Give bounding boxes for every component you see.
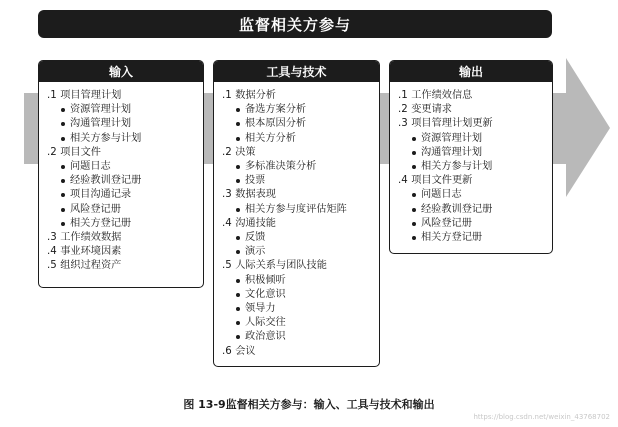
- item-number: .2: [47, 146, 57, 158]
- inputs-subitem: 经验教训登记册: [47, 174, 199, 188]
- outputs-subitem: 相关方参与计划: [398, 160, 548, 174]
- inputs-subitem: 风险登记册: [47, 203, 199, 217]
- tools-item: [222, 89, 375, 103]
- outputs-subitem: 沟通管理计划: [398, 146, 548, 160]
- item-label: 工作绩效信息: [411, 90, 473, 101]
- item-label: 数据表现: [235, 189, 276, 201]
- item-number: .2: [222, 146, 232, 158]
- inputs-item: [47, 89, 199, 103]
- item-label: 项目管理计划: [60, 90, 122, 101]
- item-label: 项目文件更新: [411, 175, 473, 187]
- item-number: .5: [222, 260, 232, 272]
- inputs-subitem: 相关方参与计划: [47, 132, 199, 146]
- inputs-item: [47, 259, 199, 273]
- item-number: .5: [47, 260, 57, 272]
- inputs-subitem: 沟通管理计划: [47, 117, 199, 131]
- outputs-subitem: 风险登记册: [398, 217, 548, 231]
- outputs-subitem: 经验教训登记册: [398, 203, 548, 217]
- item-number: .4: [398, 175, 408, 187]
- item-number: .6: [222, 345, 232, 357]
- outputs-subitem: 资源管理计划: [398, 132, 548, 146]
- inputs-subitem: 问题日志: [47, 160, 199, 174]
- inputs-panel: [38, 60, 204, 288]
- tools-item: [222, 188, 375, 202]
- item-label: 项目管理计划更新: [411, 118, 493, 130]
- tools-item: [222, 345, 375, 359]
- item-label: 数据分析: [235, 90, 276, 101]
- inputs-heading: 输入: [39, 61, 203, 82]
- item-label: 工作绩效数据: [60, 232, 122, 244]
- tools-subitem: 根本原因分析: [222, 117, 375, 131]
- inputs-subitem: 项目沟通记录: [47, 188, 199, 202]
- outputs-item: [398, 174, 548, 188]
- item-number: .1: [222, 90, 232, 101]
- item-number: .2: [398, 104, 408, 116]
- item-number: .4: [222, 217, 232, 229]
- tools-subitem: 多标准决策分析: [222, 160, 375, 174]
- item-number: .3: [398, 118, 408, 130]
- tools-subitem: 相关方分析: [222, 132, 375, 146]
- inputs-item: [47, 231, 199, 245]
- outputs-heading: 输出: [390, 61, 552, 82]
- tools-list: [214, 82, 379, 359]
- item-number: .3: [222, 189, 232, 201]
- item-label: 变更请求: [411, 104, 452, 116]
- tools-subitem: 演示: [222, 245, 375, 259]
- outputs-item: [398, 89, 548, 103]
- tools-panel: [213, 60, 380, 367]
- tools-subitem: 相关方参与度评估矩阵: [222, 203, 375, 217]
- outputs-subitem: 相关方登记册: [398, 231, 548, 245]
- tools-item: [222, 217, 375, 231]
- item-number: .4: [47, 246, 57, 258]
- tools-subitem: 备选方案分析: [222, 103, 375, 117]
- item-label: 决策: [235, 146, 256, 158]
- tools-subitem: 领导力: [222, 302, 375, 316]
- item-label: 事业环境因素: [60, 246, 122, 258]
- watermark-text: https://blog.csdn.net/weixin_43768702: [473, 413, 610, 421]
- tools-item: [222, 259, 375, 273]
- outputs-item: [398, 117, 548, 131]
- item-label: 组织过程资产: [60, 260, 122, 272]
- tools-subitem: 积极倾听: [222, 274, 375, 288]
- tools-item: [222, 146, 375, 160]
- tools-subitem: 文化意识: [222, 288, 375, 302]
- item-number: .1: [398, 90, 408, 101]
- item-label: 人际关系与团队技能: [235, 260, 327, 272]
- tools-subitem: 反馈: [222, 231, 375, 245]
- outputs-subitem: 问题日志: [398, 188, 548, 202]
- tools-subitem: 人际交往: [222, 316, 375, 330]
- tools-subitem: 政治意识: [222, 330, 375, 344]
- item-number: .1: [47, 90, 57, 101]
- item-number: .3: [47, 232, 57, 244]
- tools-subitem: 投票: [222, 174, 375, 188]
- diagram-title: 监督相关方参与: [38, 10, 552, 38]
- item-label: 项目文件: [60, 146, 101, 158]
- outputs-list: [390, 82, 552, 245]
- inputs-item: [47, 245, 199, 259]
- inputs-subitem: 资源管理计划: [47, 103, 199, 117]
- inputs-list: [39, 82, 203, 274]
- inputs-item: [47, 146, 199, 160]
- item-label: 会议: [235, 345, 256, 357]
- tools-heading: 工具与技术: [214, 61, 379, 82]
- outputs-item: [398, 103, 548, 117]
- figure-caption: 图 13-9监督相关方参与：输入、工具与技术和输出: [183, 398, 435, 411]
- inputs-subitem: 相关方登记册: [47, 217, 199, 231]
- outputs-panel: [389, 60, 553, 254]
- item-label: 沟通技能: [235, 217, 276, 229]
